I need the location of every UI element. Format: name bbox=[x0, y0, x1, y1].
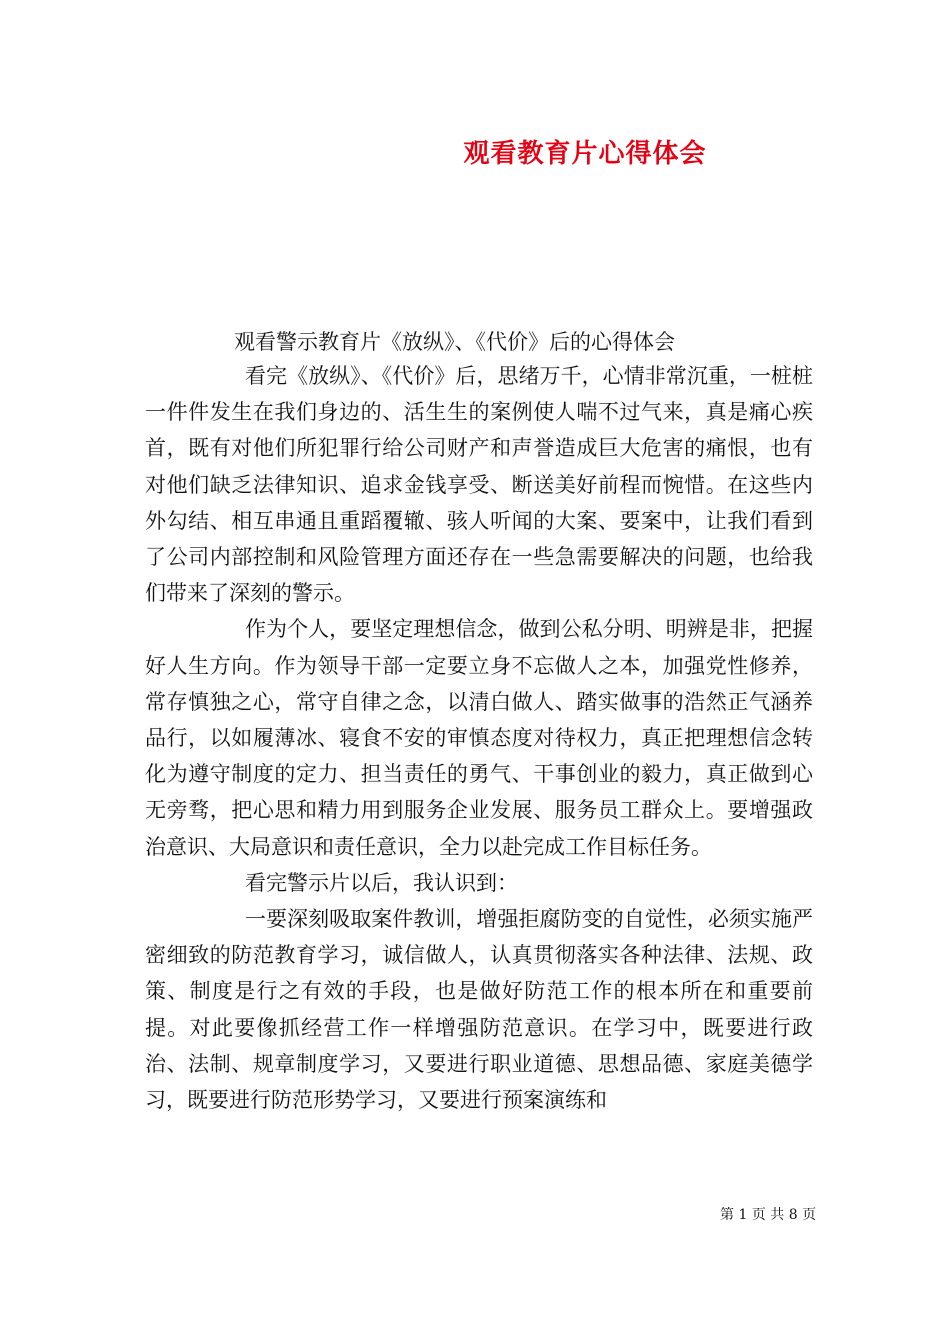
document-body bbox=[145, 358, 813, 1118]
page-number-footer: 第 1 页 共 8 页 bbox=[720, 1207, 817, 1223]
document-title: 观看教育片心得体会 bbox=[463, 139, 707, 169]
paragraph-4: 一要深刻吸取案件教训，增强拒腐防变的自觉性，必须实施严密细致的防范教育学习，诚信做人，认真贯彻落实各种法律、法规、政策、制度是行之有效的手段，也是做好防范工作的根本所在和重要前提。对此要像抓经营工作一样增强防范意识。在学习中，既要进行政治、法制、规章制度学习，又要进行职业道德、思想品德、家庭美德学习，既要进行防范形势学习，又要进行预案演练和 bbox=[145, 907, 813, 1113]
document-subtitle: 观看警示教育片《放纵》、《代价》后的心得体会 bbox=[234, 330, 675, 354]
paragraph-3: 看完警示片以后，我认识到： bbox=[245, 870, 518, 895]
paragraph-2: 作为个人，要坚定理想信念，做到公私分明、明辨是非，把握好人生方向。作为领导干部一定要立身不忘做人之本，加强党性修养，常存慎独之心，常守自律之念，以清白做人、踏实做事的浩然正气涵养品行，以如履薄冰、寝食不安的审慎态度对待权力，真正把理想信念转化为遵守制度的定力、担当责任的勇气、干事创业的毅力，真正做到心无旁骛，把心思和精力用到服务企业发展、服务员工群众上。要增强政治意识、大局意识和责任意识，全力以赴完成工作目标任务。 bbox=[145, 617, 813, 859]
paragraph-1: 看完《放纵》、《代价》后，思绪万千，心情非常沉重，一桩桩一件件发生在我们身边的、活生生的案例使人喘不过气来，真是痛心疾首，既有对他们所犯罪行给公司财产和声誉造成巨大危害的痛恨，也有对他们缺乏法律知识、追求金钱享受、断送美好前程而惋惜。在这些内外勾结、相互串通且重蹈覆辙、骇人听闻的大案、要案中，让我们看到了公司内部控制和风险管理方面还存在一些急需要解决的问题，也给我们带来了深刻的警示。 bbox=[145, 364, 813, 606]
